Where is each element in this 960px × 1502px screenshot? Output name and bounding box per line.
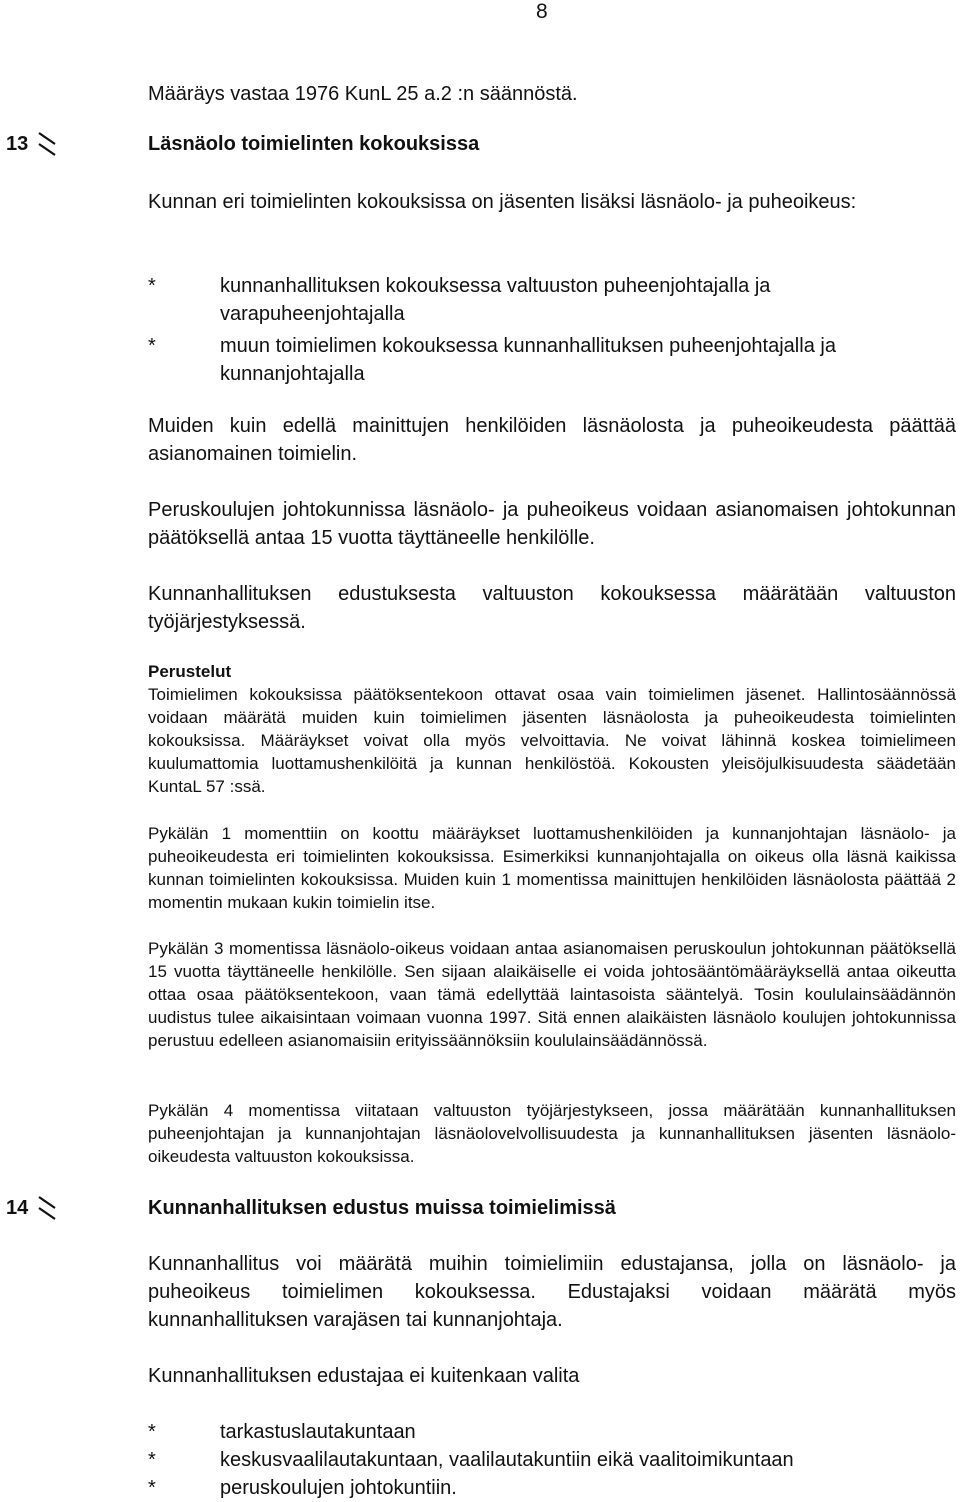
list-item bbox=[148, 272, 956, 328]
section-sign-icon bbox=[36, 131, 58, 157]
bullet-asterisk: * bbox=[148, 1477, 156, 1499]
section-14-bullet-list bbox=[148, 1418, 956, 1502]
paragraph-represent: Kunnanhallitus voi määrätä muihin toimielimiin edustajansa, jolla on läsnäolo- ja puheoikeus toimielimen kokouksessa. Edustajaksi voidaan määrätä myös kunnanhallituksen varajäsen tai kunnanjohtaja. bbox=[148, 1253, 956, 1331]
bullet-text: tarkastuslautakuntaan bbox=[220, 1421, 416, 1443]
list-item bbox=[148, 1418, 956, 1446]
rationale-paragraph-2: Pykälän 1 momenttiin on koottu määräykset luottamushenkilöiden ja kunnanjohtajan läsnäolo- ja puheoikeudesta eri toimielinten kokouksissa. Esimerkiksi kunnanjohtajalla on oikeus olla läsnä kaikissa kunnan toimielinten kokouksissa. Muiden kuin 1 momentissa mainittujen henkilöiden läsnäolosta päättää 2 momentin mukaan kukin toimielin itse. bbox=[148, 824, 956, 912]
bullet-text: peruskoulujen johtokuntiin. bbox=[220, 1477, 457, 1499]
section-13-title: Läsnäolo toimielinten kokouksissa bbox=[148, 133, 480, 155]
intro-note: Määräys vastaa 1976 KunL 25 a.2 :n säännöstä. bbox=[148, 83, 578, 105]
paragraph-schools: Peruskoulujen johtokunnissa läsnäolo- ja puheoikeus voidaan asianomaisen johtokunnan päätöksellä antaa 15 vuotta täyttäneelle henkilölle. bbox=[148, 499, 956, 549]
section-13-bullet-list bbox=[148, 272, 956, 388]
section-14-number: 14 bbox=[6, 1197, 29, 1219]
bullet-text: kunnanhallituksen kokouksessa valtuuston puheenjohtajalla ja varapuheenjohtajalla bbox=[220, 275, 771, 325]
section-13-lead: Kunnan eri toimielinten kokouksissa on jäsenten lisäksi läsnäolo- ja puheoikeus: bbox=[148, 191, 857, 213]
bullet-text: keskusvaalilautakuntaan, vaalilautakuntiin eikä vaalitoimikuntaan bbox=[220, 1449, 794, 1471]
bullet-asterisk: * bbox=[148, 1421, 156, 1443]
paragraph-others: Muiden kuin edellä mainittujen henkilöiden läsnäolosta ja puheoikeudesta päättää asianomainen toimielin. bbox=[148, 415, 956, 465]
bullet-asterisk: * bbox=[148, 275, 156, 297]
rationale-paragraph-4: Pykälän 4 momentissa viitataan valtuuston työjärjestykseen, jossa määrätään kunnanhallituksen puheenjohtajan ja kunnanjohtajan läsnäolovelvollisuudesta ja kunnanhallituksen jäsenten läsnäolo-oikeudesta valtuuston kokouksissa. bbox=[148, 1101, 956, 1166]
rationale-paragraph-3: Pykälän 3 momentissa läsnäolo-oikeus voidaan antaa asianomaisen peruskoulun johtokunnan päätöksellä 15 vuotta täyttäneelle henkilölle. Sen sijaan alaikäiselle ei voida johtosääntömääräyksellä antaa oikeutta ottaa osaa päätöksentekoon, vaan tämä edellyttää laintasoista sääntelyä. Tosin koululainsäädännön uudistus tulee aikaisintaan voimaan vuonna 1997. Sitä ennen alaikäisten läsnäolo koulujen johtokunnissa perustuu edelleen asianomaisiin erityissäännöksiin koululainsäädännössä. bbox=[148, 939, 956, 1050]
paragraph-not-elect: Kunnanhallituksen edustajaa ei kuitenkaan valita bbox=[148, 1365, 580, 1387]
section-sign-icon bbox=[36, 1195, 58, 1221]
rationale-heading: Perustelut bbox=[148, 662, 232, 681]
list-item bbox=[148, 1474, 956, 1502]
paragraph-council: Kunnanhallituksen edustuksesta valtuuston kokouksessa määrätään valtuuston työjärjestyksessä. bbox=[148, 583, 956, 633]
section-14-title: Kunnanhallituksen edustus muissa toimielimissä bbox=[148, 1197, 616, 1219]
list-item bbox=[148, 332, 956, 388]
bullet-asterisk: * bbox=[148, 335, 156, 357]
bullet-asterisk: * bbox=[148, 1449, 156, 1471]
rationale-paragraph-1: Toimielimen kokouksissa päätöksentekoon ottavat osaa vain toimielimen jäsenet. Hallintosäännössä voidaan määrätä muiden kuin toimielimen jäsenten läsnäolosta ja puheoikeudesta toimielinten kokouksissa. Määräykset voivat olla myös velvoittavia. Ne voivat lähinnä koskea toimielimeen kuulumattomia luottamushenkilöitä ja kunnan henkilöstöä. Kokousten yleisöjulkisuudesta säädetään KuntaL 57 :ssä. bbox=[148, 685, 956, 796]
list-item bbox=[148, 1446, 956, 1474]
bullet-text: muun toimielimen kokouksessa kunnanhallituksen puheenjohtajalla ja kunnanjohtajalla bbox=[220, 335, 836, 385]
section-13-number: 13 bbox=[6, 133, 29, 155]
page-number: 8 bbox=[536, 0, 548, 23]
